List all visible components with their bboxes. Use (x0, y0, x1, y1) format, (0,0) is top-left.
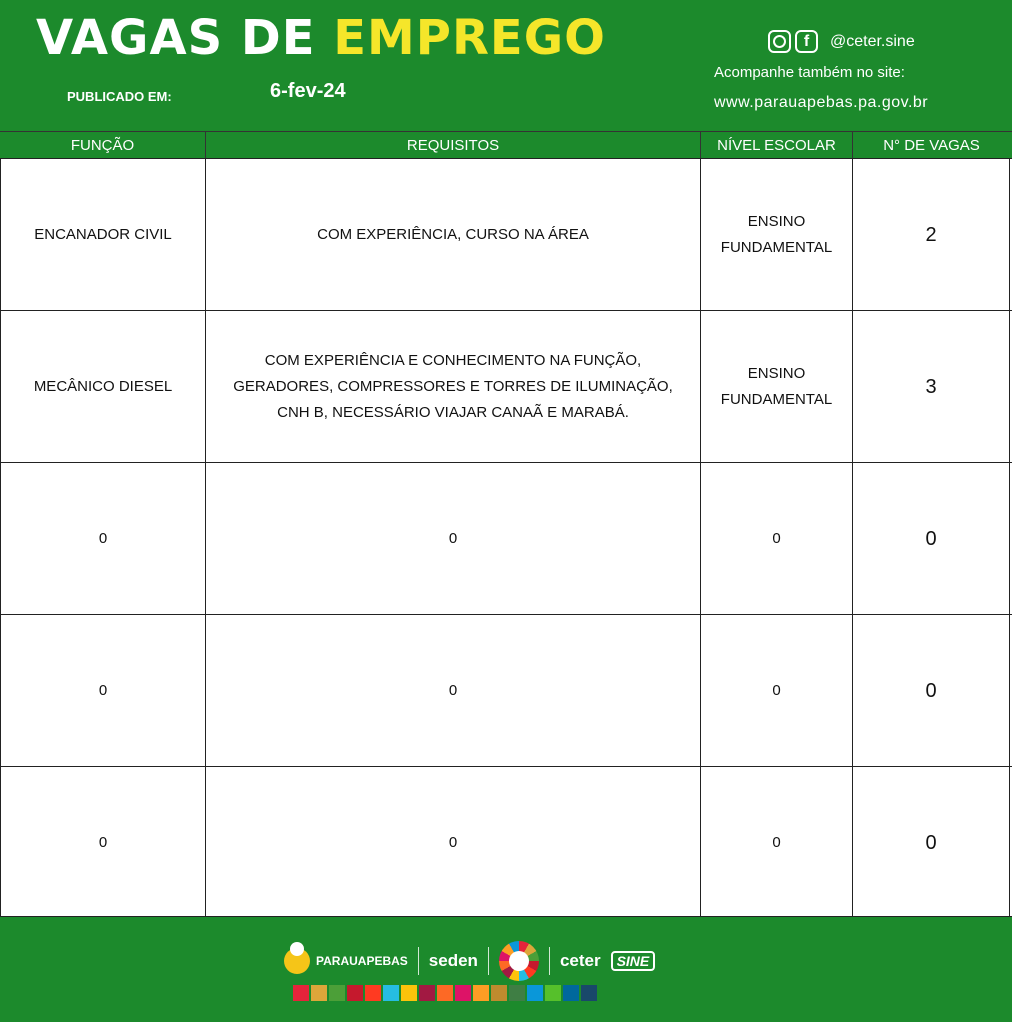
sdg-wheel-icon (499, 941, 539, 981)
sdg-goal-icon (347, 985, 363, 1001)
sdg-goal-icon (491, 985, 507, 1001)
table-row (0, 462, 1012, 614)
sdg-goal-icon (545, 985, 561, 1001)
table-row (0, 158, 1012, 310)
page-title (36, 10, 606, 66)
prefeitura-logo (284, 948, 408, 974)
sdg-goal-icon (383, 985, 399, 1001)
title-part-white: VAGAS DE (36, 10, 316, 66)
sdg-goal-icon (527, 985, 543, 1001)
header-banner (0, 0, 1012, 131)
social-handle[interactable]: @ceter.sine (830, 32, 915, 50)
divider (418, 947, 419, 975)
sdg-goal-icon (419, 985, 435, 1001)
cell-nivel: ENSINO FUNDAMENTAL (701, 159, 853, 310)
column-header-requisitos: REQUISITOS (206, 132, 701, 159)
sdg-goal-icon (329, 985, 345, 1001)
footer-banner (0, 916, 1012, 1022)
table-header (0, 131, 1012, 158)
ceter-logo: ceter (559, 951, 601, 970)
seden-logo: seden (428, 951, 478, 970)
cell-funcao: 0 (0, 463, 206, 614)
instagram-icon[interactable] (768, 30, 791, 53)
table-row (0, 310, 1012, 462)
table-row (0, 614, 1012, 766)
site-url[interactable]: www.parauapebas.pa.gov.br (714, 94, 929, 111)
cell-vagas: 0 (853, 767, 1010, 918)
prefeitura-name: PARAUAPEBAS (316, 954, 408, 968)
title-part-yellow: EMPREGO (333, 10, 606, 66)
sdg-goal-icon (401, 985, 417, 1001)
sun-icon (284, 948, 310, 974)
cell-funcao: ENCANADOR CIVIL (0, 159, 206, 310)
cell-requisitos: 0 (206, 615, 701, 766)
divider (549, 947, 550, 975)
column-header-nivel: NÍVEL ESCOLAR (701, 132, 853, 159)
social-links (768, 30, 915, 53)
cell-funcao: 0 (0, 615, 206, 766)
divider (488, 947, 489, 975)
published-label: PUBLICADO EM: (67, 89, 172, 104)
cell-requisitos: 0 (206, 463, 701, 614)
cell-funcao: MECÂNICO DIESEL (0, 311, 206, 462)
sdg-goal-icon (563, 985, 579, 1001)
column-header-funcao: FUNÇÃO (0, 132, 206, 159)
cell-requisitos: COM EXPERIÊNCIA E CONHECIMENTO NA FUNÇÃO, GERADORES, COMPRESSORES E TORRES DE ILUMINAÇÃO, CNH B, NECESSÁRIO VIAJAR CANAÃ E MARABÁ. (206, 311, 701, 462)
cell-vagas: 0 (853, 615, 1010, 766)
cell-vagas: 2 (853, 159, 1010, 310)
sdg-goal-icon (473, 985, 489, 1001)
cell-nivel: 0 (701, 463, 853, 614)
sdg-goal-icon (581, 985, 597, 1001)
cell-requisitos: 0 (206, 767, 701, 918)
sdg-goal-icon (365, 985, 381, 1001)
site-label: Acompanhe também no site: (714, 64, 905, 81)
sdg-goal-icon (437, 985, 453, 1001)
facebook-icon[interactable]: f (795, 30, 818, 53)
table-row (0, 766, 1012, 918)
cell-nivel: 0 (701, 615, 853, 766)
sdg-goals-strip (293, 985, 597, 1001)
sdg-goal-icon (509, 985, 525, 1001)
cell-vagas: 3 (853, 311, 1010, 462)
sdg-goal-icon (293, 985, 309, 1001)
sine-logo: SINE (611, 951, 656, 971)
sdg-goal-icon (455, 985, 471, 1001)
published-date: 6-fev-24 (270, 80, 346, 102)
cell-nivel: ENSINO FUNDAMENTAL (701, 311, 853, 462)
partner-logos (284, 941, 655, 981)
cell-nivel: 0 (701, 767, 853, 918)
cell-funcao: 0 (0, 767, 206, 918)
cell-vagas: 0 (853, 463, 1010, 614)
sdg-goal-icon (311, 985, 327, 1001)
column-header-vagas: N° DE VAGAS (883, 137, 980, 154)
cell-requisitos: COM EXPERIÊNCIA, CURSO NA ÁREA (206, 159, 701, 310)
